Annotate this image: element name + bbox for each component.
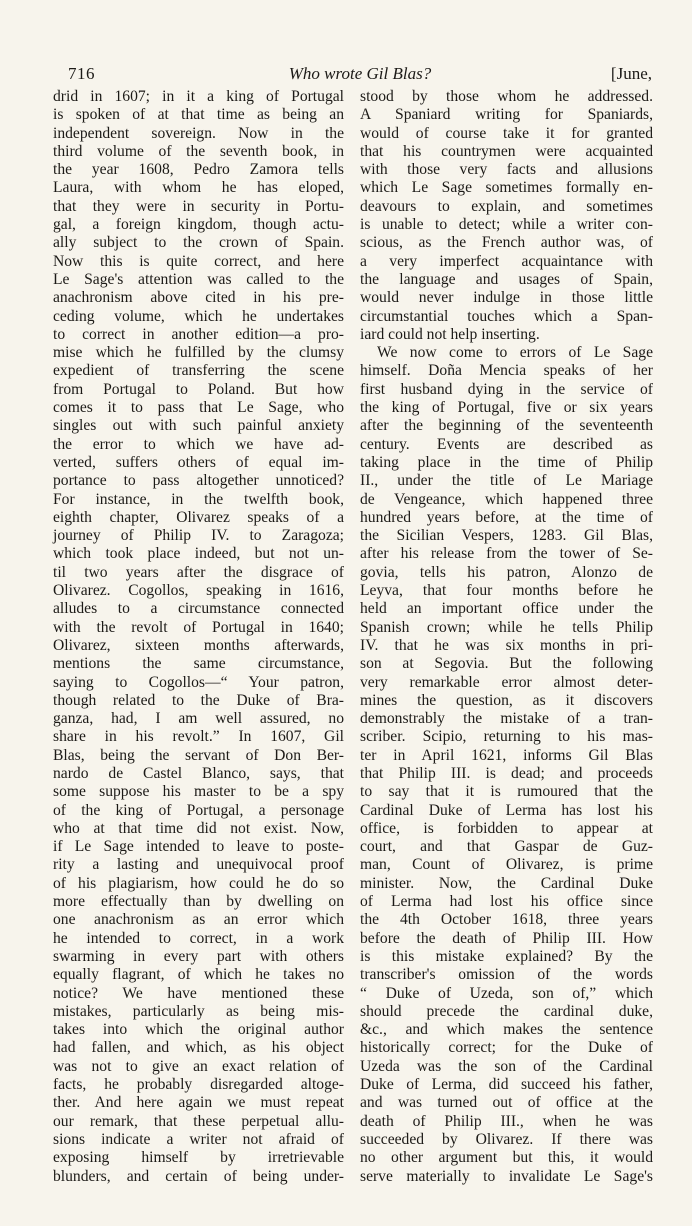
text-line: man, Count of Olivarez, is prime xyxy=(360,856,653,874)
text-line: iard could not help inserting. xyxy=(360,325,540,343)
text-line: if Le Sage intended to leave to poste- xyxy=(53,838,344,856)
text-line: hundred years before, at the time of xyxy=(360,508,653,526)
text-line: some suppose his master to be a spy xyxy=(53,783,344,801)
text-line: before the death of Philip III. How xyxy=(360,929,653,947)
text-line: mise which he fulfilled by the clumsy xyxy=(53,344,344,362)
text-line: For instance, in the twelfth book, xyxy=(53,490,344,508)
text-line: Olivarez, sixteen months afterwards, xyxy=(53,636,344,654)
text-line: journey of Philip IV. to Zaragoza; xyxy=(53,527,344,545)
text-line: office, is forbidden to appear at xyxy=(360,819,653,837)
text-line: equally flagrant, of which he takes no xyxy=(53,966,344,984)
text-line: rity a lasting and unequivocal proof xyxy=(53,856,344,874)
text-line: Now this is quite correct, and here xyxy=(53,252,344,270)
text-line: is unable to detect; while a writer con- xyxy=(360,216,653,234)
running-head xyxy=(68,62,652,86)
text-line: til two years after the disgrace of xyxy=(53,563,344,581)
text-line: succeeded by Olivarez. If there was xyxy=(360,1130,653,1148)
text-line: Le Sage's attention was called to the xyxy=(53,270,344,288)
running-date: [June, xyxy=(610,64,652,83)
text-line: sions indicate a writer not afraid of xyxy=(53,1130,344,1148)
text-line: is this mistake explained? By the xyxy=(360,947,653,965)
text-line: share in his revolt.” In 1607, Gil xyxy=(53,728,344,746)
text-line: We now come to errors of Le Sage xyxy=(377,344,653,362)
text-line: swarming in every part with others xyxy=(53,947,344,965)
text-line: minister. Now, the Cardinal Duke xyxy=(360,874,653,892)
text-line: more effectually than by dwelling on xyxy=(53,893,344,911)
text-line: our remark, that these perpetual allu- xyxy=(53,1112,344,1130)
text-line: that Philip III. is dead; and proceeds xyxy=(360,764,653,782)
text-line: saying to Cogollos—“ Your patron, xyxy=(53,673,344,691)
text-line: the king of Portugal, five or six years xyxy=(360,399,653,417)
text-line: Spanish crown; while he tells Philip xyxy=(360,618,653,636)
text-line: stood by those whom he addressed. xyxy=(360,88,653,105)
text-line: portance to pass altogether unnoticed? xyxy=(53,472,344,490)
text-line: notice? We have mentioned these xyxy=(53,984,344,1002)
text-line: comes it to pass that Le Sage, who xyxy=(53,399,344,417)
text-line: Leyva, that four months before he xyxy=(360,582,653,600)
text-line: of the king of Portugal, a personage xyxy=(53,801,344,819)
text-line: and was turned out of office at the xyxy=(360,1094,653,1112)
text-line: very remarkable error almost deter- xyxy=(360,673,653,691)
text-line: one anachronism as an error which xyxy=(53,911,344,929)
text-line: who at that time did not exist. Now, xyxy=(53,819,344,837)
text-line: would of course take it for granted xyxy=(360,124,653,142)
text-line: son at Segovia. But the following xyxy=(360,655,653,673)
text-line: which Le Sage sometimes formally en- xyxy=(360,179,653,197)
text-line: nardo de Castel Blanco, says, that xyxy=(53,764,344,782)
text-line: verted, suffers others of equal im- xyxy=(53,453,344,471)
text-line: Olivarez. Cogollos, speaking in 1616, xyxy=(53,582,344,600)
text-line: expedient of transferring the scene xyxy=(53,362,344,380)
text-line: the language and usages of Spain, xyxy=(360,270,653,288)
text-line: eighth chapter, Olivarez speaks of a xyxy=(53,508,344,526)
text-line: ther. And here again we must repeat xyxy=(53,1094,344,1112)
text-line: A Spaniard writing for Spaniards, xyxy=(360,106,653,124)
running-title: Who wrote Gil Blas? xyxy=(288,64,432,83)
text-line: century. Events are described as xyxy=(360,435,653,453)
text-line: the year 1608, Pedro Zamora tells xyxy=(53,161,344,179)
text-line: facts, he probably disregarded altoge- xyxy=(53,1076,344,1094)
text-line: &c., and which makes the sentence xyxy=(360,1021,653,1039)
text-line: mentions the same circumstance, xyxy=(53,655,344,673)
text-line: the error to which we have ad- xyxy=(53,435,344,453)
text-line: demonstrably the mistake of a tran- xyxy=(360,710,653,728)
text-line: scriber. Scipio, returning to his mas- xyxy=(360,728,653,746)
text-line: of Lerma had lost his office since xyxy=(360,893,653,911)
text-line: singles out with such painful anxiety xyxy=(53,417,344,435)
text-line: that they were in security in Portu- xyxy=(53,197,344,215)
text-line: alludes to a circumstance connected xyxy=(53,600,344,618)
text-line: gal, a foreign kingdom, though actu- xyxy=(53,216,344,234)
text-line: would never indulge in those little xyxy=(360,289,653,307)
text-line: taking place in the time of Philip xyxy=(360,453,653,471)
text-line: first husband dying in the service of xyxy=(360,380,653,398)
text-line: de Vengeance, which happened three xyxy=(360,490,653,508)
text-line: scious, as the French author was, of xyxy=(360,234,653,252)
text-line: II., under the title of Le Mariage xyxy=(360,472,653,490)
text-line: to say that it is rumoured that the xyxy=(360,783,653,801)
text-line: independent sovereign. Now in the xyxy=(53,124,344,142)
text-line: serve materially to invalidate Le Sage's xyxy=(360,1167,653,1185)
text-line: after the beginning of the seventeenth xyxy=(360,417,653,435)
text-line: third volume of the seventh book, in xyxy=(53,142,344,160)
text-line: Duke of Lerma, did succeed his father, xyxy=(360,1076,653,1094)
text-line: ganza, had, I am well assured, no xyxy=(53,710,344,728)
right-text-column xyxy=(360,88,653,1186)
text-line: to correct in another edition—a pro- xyxy=(53,325,344,343)
text-line: Laura, with whom he has eloped, xyxy=(53,179,344,197)
text-line: from Portugal to Poland. But how xyxy=(53,380,344,398)
text-line: ter in April 1621, informs Gil Blas xyxy=(360,746,653,764)
text-line: mines the question, as it discovers xyxy=(360,691,653,709)
text-line: the 4th October 1618, three years xyxy=(360,911,653,929)
text-line: the Sicilian Vespers, 1283. Gil Blas, xyxy=(360,527,653,545)
text-line: deavours to explain, and sometimes xyxy=(360,197,653,215)
text-line: he intended to correct, in a work xyxy=(53,929,344,947)
text-line: mistakes, particularly as being mis- xyxy=(53,1002,344,1020)
text-line: transcriber's omission of the words xyxy=(360,966,653,984)
text-line: which took place indeed, but not un- xyxy=(53,545,344,563)
text-line: exposing himself by irretrievable xyxy=(53,1149,344,1167)
page-number: 716 xyxy=(68,64,95,83)
text-line: after his release from the tower of Se- xyxy=(360,545,653,563)
text-line: with those very facts and allusions xyxy=(360,161,653,179)
text-line: is spoken of at that time as being an xyxy=(53,106,344,124)
text-line: anachronism above cited in his pre- xyxy=(53,289,344,307)
text-line: “ Duke of Uzeda, son of,” which xyxy=(360,984,653,1002)
left-text-column xyxy=(53,88,344,1186)
text-line: historically correct; for the Duke of xyxy=(360,1039,653,1057)
text-line: govia, tells his patron, Alonzo de xyxy=(360,563,653,581)
text-line: though related to the Duke of Bra- xyxy=(53,691,344,709)
text-line: held an important office under the xyxy=(360,600,653,618)
text-line: a very imperfect acquaintance with xyxy=(360,252,653,270)
text-line: Uzeda was the son of the Cardinal xyxy=(360,1057,653,1075)
text-line: death of Philip III., when he was xyxy=(360,1112,653,1130)
text-line: that his countrymen were acquainted xyxy=(360,142,653,160)
text-line: drid in 1607; in it a king of Portugal xyxy=(53,88,344,105)
text-line: should precede the cardinal duke, xyxy=(360,1002,653,1020)
text-line: with the revolt of Portugal in 1640; xyxy=(53,618,344,636)
text-line: court, and that Gaspar de Guz- xyxy=(360,838,653,856)
text-line: circumstantial touches which a Span- xyxy=(360,307,653,325)
text-line: Blas, being the servant of Don Ber- xyxy=(53,746,344,764)
text-line: of his plagiarism, how could he do so xyxy=(53,874,344,892)
text-line: ally subject to the crown of Spain. xyxy=(53,234,344,252)
text-line: had fallen, and which, as his object xyxy=(53,1039,344,1057)
text-line: was not to give an exact relation of xyxy=(53,1057,344,1075)
text-line: no other argument but this, it would xyxy=(360,1149,653,1167)
text-line: takes into which the original author xyxy=(53,1021,344,1039)
text-line: Cardinal Duke of Lerma has lost his xyxy=(360,801,653,819)
text-line: IV. that he was six months in pri- xyxy=(360,636,653,654)
text-line: himself. Doña Mencia speaks of her xyxy=(360,362,653,380)
text-line: blunders, and certain of being under- xyxy=(53,1167,344,1185)
text-line: ceding volume, which he undertakes xyxy=(53,307,344,325)
